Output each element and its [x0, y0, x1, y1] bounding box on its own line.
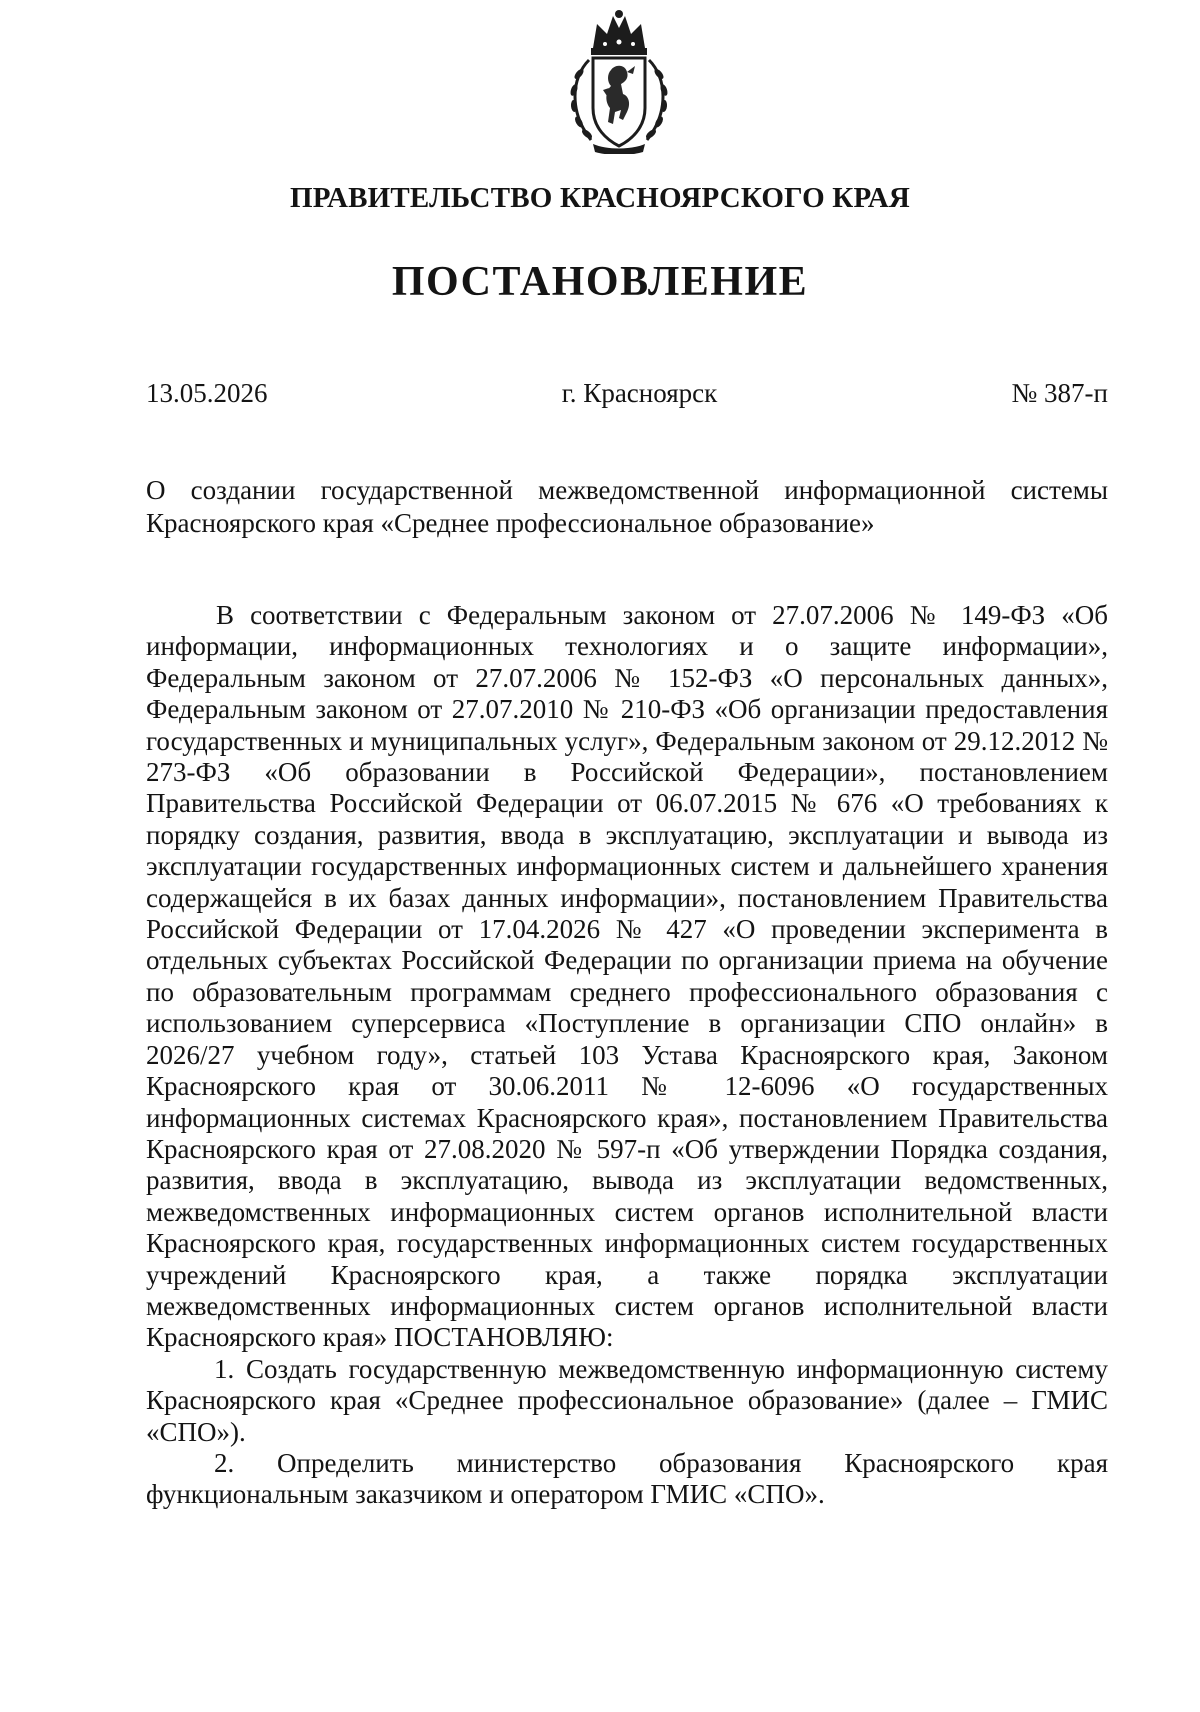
government-title: ПРАВИТЕЛЬСТВО КРАСНОЯРСКОГО КРАЯ	[289, 182, 911, 214]
document-subject: О создании государственной межведомственной информационной системы Красноярского края «Среднее профессиональное образование»	[146, 475, 1108, 538]
document-city: г. Красноярск	[561, 378, 718, 408]
document-type: ПОСТАНОВЛЕНИЕ	[391, 259, 809, 305]
document-body	[146, 600, 1108, 1511]
document-number: № 387-п	[1011, 378, 1108, 408]
document-meta	[146, 378, 1108, 409]
document-date: 13.05.2026	[146, 378, 268, 408]
resolution-item: 1. Создать государственную межведомственную информационную систему Красноярского края «Среднее профессиональное образование» (далее – ГМИС «СПО»).	[146, 1353, 1108, 1447]
resolution-item: 2. Определить министерство образования Красноярского края функциональным заказчиком и оператором ГМИС «СПО».	[146, 1447, 1108, 1510]
preamble-paragraph: В соответствии с Федеральным законом от 27.07.2006 № 149-ФЗ «Об информации, информационных технологиях и о защите информации», Федеральным законом от 27.07.2006 № 152-ФЗ «О персональных данных», Федеральным законом от 27.07.2010 № 210-ФЗ «Об организации предоставления государственных и муниципальных услуг», Федеральным законом от 29.12.2012 № 273-ФЗ «Об образовании в Российской Федерации», постановлением Правительства Российской Федерации от 06.07.2015 № 676 «О требованиях к порядку создания, развития, ввода в эксплуатацию, эксплуатации и вывода из эксплуатации государственных информационных систем и дальнейшего хранения содержащейся в их базах данных информации», постановлением Правительства Российской Федерации от 17.04.2026 № 427 «О проведении эксперимента в отдельных субъектах Российской Федерации по организации приема на обучение по образовательным программам среднего профессионального образования с использованием суперсервиса «Поступление в организации СПО онлайн» в 2026/27 учебном году», статьей 103 Устава Красноярского края, Законом Красноярского края от 30.06.2011 № 12-6096 «О государственных информационных системах Красноярского края», постановлением Правительства Красноярского края от 27.08.2020 № 597-п «Об утверждении Порядка создания, развития, ввода в эксплуатацию, вывода из эксплуатации ведомственных, межведомственных информационных систем органов исполнительной власти Красноярского края, государственных информационных систем государственных учреждений Красноярского края, а также порядка эксплуатации межведомственных информационных систем органов исполнительной власти Красноярского края» ПОСТАНОВЛЯЮ:	[146, 600, 1108, 1353]
krasnoyarsk-coat-of-arms-icon	[563, 8, 675, 154]
